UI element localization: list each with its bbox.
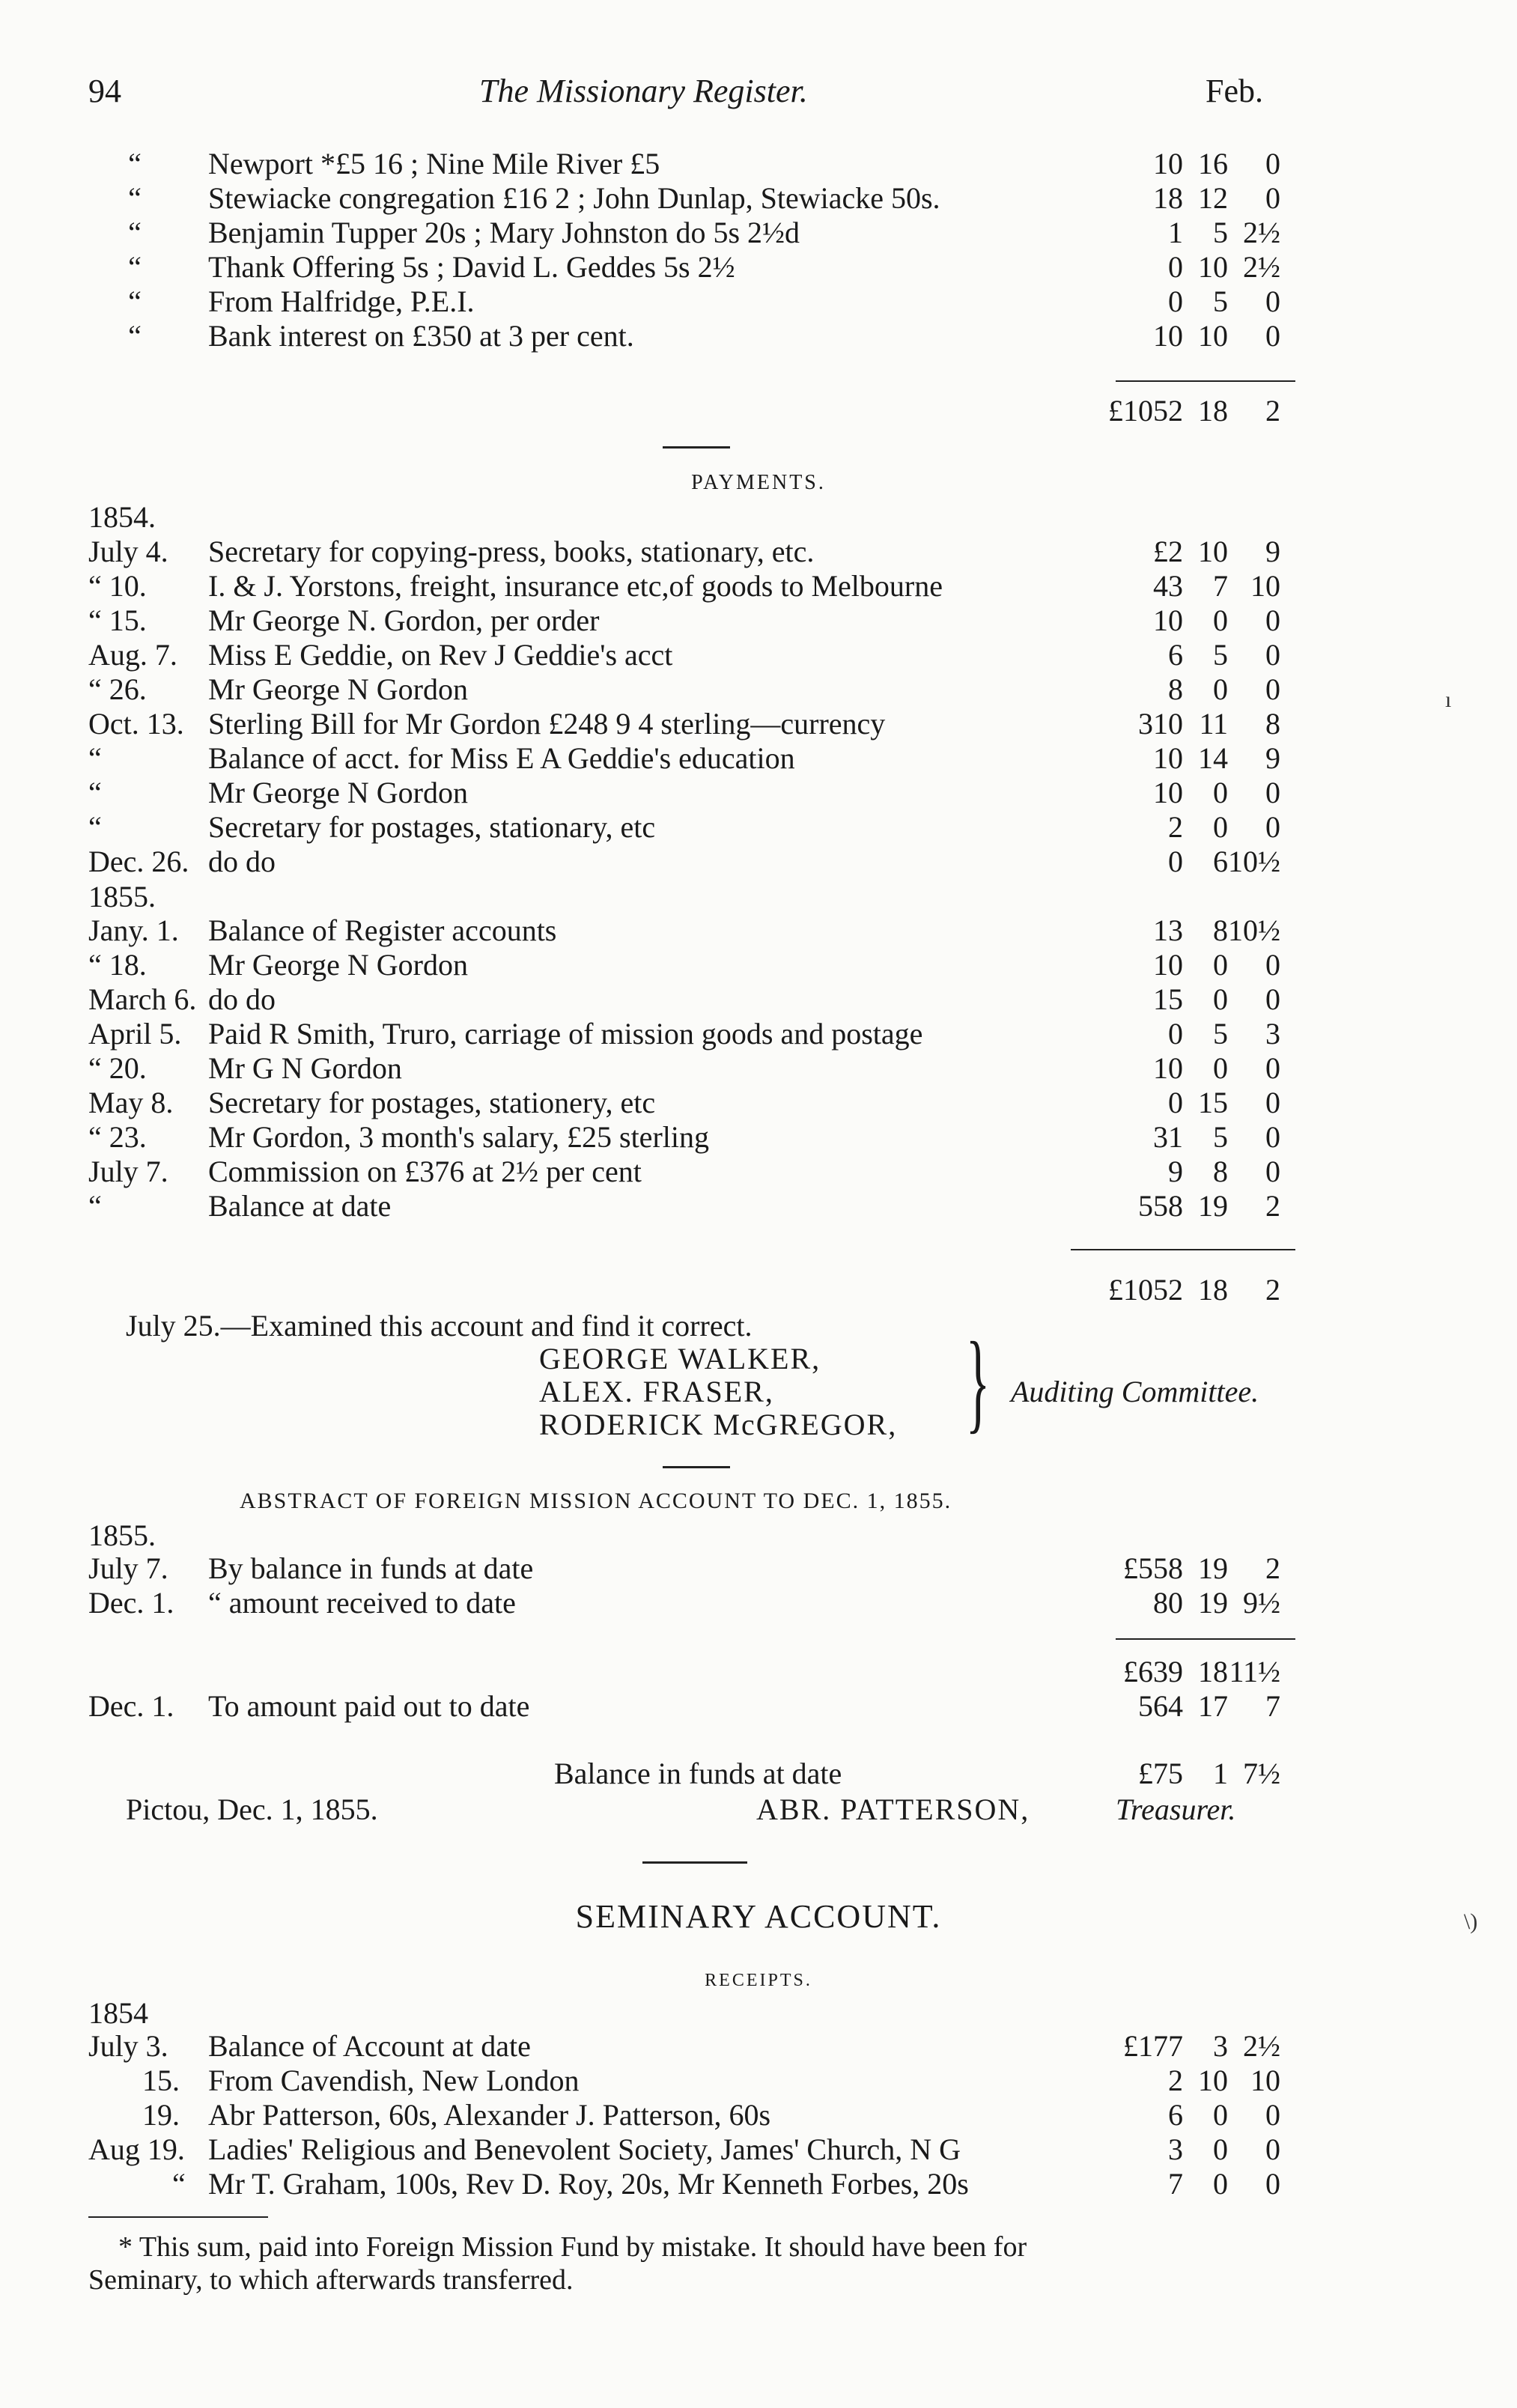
ledger-row xyxy=(0,1051,1517,1086)
amount-shillings: 18 xyxy=(1198,1273,1228,1307)
amount-pounds: £639 xyxy=(1123,1655,1183,1688)
entry-description: Stewiacke congregation £16 2 ; John Dunlap, Stewiacke 50s. xyxy=(208,181,940,215)
total-rule xyxy=(1071,1249,1295,1250)
scan-mark: \) xyxy=(1464,1909,1478,1934)
amount-pence: 0 xyxy=(1265,603,1280,637)
amount-pounds: 10 xyxy=(1153,948,1183,982)
abstract-year: 1855. xyxy=(88,1518,156,1552)
ledger-row xyxy=(0,181,1517,216)
seminary-year: 1854 xyxy=(88,1996,148,2030)
ledger-row xyxy=(0,2098,1517,2132)
amount-pounds: 43 xyxy=(1153,569,1183,603)
ledger-row xyxy=(0,982,1517,1017)
amount-shillings: 8 xyxy=(1213,1155,1228,1188)
entry-description: do do xyxy=(208,982,276,1016)
amount-pounds: £558 xyxy=(1123,1551,1183,1585)
payments-year-1854: 1854. xyxy=(88,500,156,534)
entry-date: July 3. xyxy=(88,2029,168,2063)
entry-description: Bank interest on £350 at 3 per cent. xyxy=(208,319,634,353)
amount-pence: 2½ xyxy=(1243,216,1280,249)
amount-pence: 10½ xyxy=(1228,913,1280,947)
amount-pounds: 13 xyxy=(1153,913,1183,947)
amount-pounds: 3 xyxy=(1168,2132,1183,2166)
entry-date: “ xyxy=(88,741,102,775)
amount-pounds: £75 xyxy=(1138,1757,1183,1790)
amount-pence: 0 xyxy=(1265,1120,1280,1154)
entry-description: Mr T. Graham, 100s, Rev D. Roy, 20s, Mr Kenneth Forbes, 20s xyxy=(208,2167,969,2201)
entry-date: “ 20. xyxy=(88,1051,147,1085)
amount-pounds: 0 xyxy=(1168,845,1183,878)
entry-description: Balance of Account at date xyxy=(208,2029,531,2063)
amount-pence: 0 xyxy=(1265,2132,1280,2166)
entry-description: Paid R Smith, Truro, carriage of mission goods and postage xyxy=(208,1017,923,1051)
amount-pounds: 10 xyxy=(1153,776,1183,809)
ledger-row xyxy=(0,913,1517,948)
amount-pence: 9½ xyxy=(1243,1586,1280,1620)
ledger-row xyxy=(0,741,1517,776)
amount-pence: 0 xyxy=(1265,2098,1280,2132)
amount-pence: 11½ xyxy=(1229,1655,1280,1688)
amount-shillings: 17 xyxy=(1198,1689,1228,1723)
amount-pounds: 10 xyxy=(1153,1051,1183,1085)
amount-pence: 0 xyxy=(1265,1086,1280,1119)
entry-description: Mr G N Gordon xyxy=(208,1051,402,1085)
amount-pence: 0 xyxy=(1265,948,1280,982)
entry-description: Secretary for postages, stationery, etc xyxy=(208,1086,656,1119)
amount-pounds: £2 xyxy=(1153,535,1183,568)
ditto-mark: “ xyxy=(128,216,142,249)
amount-pounds: £177 xyxy=(1123,2029,1183,2063)
entry-date: “ xyxy=(88,776,102,809)
auditor-brace: } xyxy=(965,1319,991,1444)
ditto-mark: “ xyxy=(128,250,142,284)
amount-shillings: 7 xyxy=(1213,569,1228,603)
amount-pounds: 2 xyxy=(1168,2064,1183,2097)
amount-pence: 0 xyxy=(1265,982,1280,1016)
footnote-rule xyxy=(88,2216,268,2218)
total-rule xyxy=(1116,380,1295,382)
auditing-committee-label: Auditing Committee. xyxy=(1011,1375,1259,1408)
amount-pence: 0 xyxy=(1265,1051,1280,1085)
balance-label: Balance in funds at date xyxy=(554,1757,842,1790)
amount-shillings: 19 xyxy=(1198,1586,1228,1620)
ledger-row xyxy=(0,2132,1517,2167)
ledger-row xyxy=(0,1120,1517,1155)
amount-pence: 0 xyxy=(1265,319,1280,353)
entry-description: Mr Gordon, 3 month's salary, £25 sterling xyxy=(208,1120,709,1154)
amount-shillings: 5 xyxy=(1213,1017,1228,1051)
amount-shillings: 10 xyxy=(1198,319,1228,353)
amount-shillings: 0 xyxy=(1213,2098,1228,2132)
amount-pence: 10 xyxy=(1250,569,1280,603)
amount-shillings: 16 xyxy=(1198,147,1228,180)
amount-shillings: 3 xyxy=(1213,2029,1228,2063)
treasurer-title: Treasurer. xyxy=(1116,1793,1236,1826)
amount-pounds: 80 xyxy=(1153,1586,1183,1620)
ledger-row xyxy=(0,1551,1517,1586)
amount-shillings: 14 xyxy=(1198,741,1228,775)
amount-shillings: 8 xyxy=(1213,913,1228,947)
entry-description: Thank Offering 5s ; David L. Geddes 5s 2½ xyxy=(208,250,735,284)
entry-description: Newport *£5 16 ; Nine Mile River £5 xyxy=(208,147,660,180)
entry-description: From Cavendish, New London xyxy=(208,2064,580,2097)
ledger-row xyxy=(0,147,1517,181)
amount-pence: 2½ xyxy=(1243,2029,1280,2063)
entry-date: April 5. xyxy=(88,1017,182,1051)
ledger-row xyxy=(0,776,1517,810)
ledger-row xyxy=(0,1189,1517,1223)
amount-shillings: 0 xyxy=(1213,776,1228,809)
amount-shillings: 15 xyxy=(1198,1086,1228,1119)
running-month: Feb. xyxy=(1206,73,1263,109)
entry-date: Aug 19. xyxy=(88,2132,185,2166)
ledger-row xyxy=(0,672,1517,707)
entry-description: Miss E Geddie, on Rev J Geddie's acct xyxy=(208,638,673,672)
payments-total-row xyxy=(0,1273,1517,1307)
entry-date: “ xyxy=(172,2167,186,2201)
amount-pounds: 558 xyxy=(1138,1189,1183,1223)
ledger-row xyxy=(0,319,1517,353)
abstract-subtotal-row xyxy=(0,1655,1517,1689)
amount-shillings: 5 xyxy=(1213,285,1228,318)
entry-date: May 8. xyxy=(88,1086,174,1119)
amount-shillings: 10 xyxy=(1198,250,1228,284)
running-title: The Missionary Register. xyxy=(479,73,808,109)
entry-date: Dec. 1. xyxy=(88,1689,174,1723)
amount-pence: 8 xyxy=(1265,707,1280,741)
entry-description: Secretary for postages, stationary, etc xyxy=(208,810,656,844)
amount-pounds: 10 xyxy=(1153,603,1183,637)
entry-date: July 7. xyxy=(88,1155,168,1188)
entry-date: 15. xyxy=(142,2064,180,2097)
section-divider xyxy=(663,1466,730,1468)
amount-pounds: £1052 xyxy=(1108,1273,1183,1307)
amount-shillings: 18 xyxy=(1198,1655,1228,1688)
amount-shillings: 5 xyxy=(1213,1120,1228,1154)
entry-description: From Halfridge, P.E.I. xyxy=(208,285,475,318)
entry-date: Jany. 1. xyxy=(88,913,179,947)
entry-date: March 6. xyxy=(88,982,197,1016)
ledger-row xyxy=(0,2064,1517,2098)
amount-shillings: 10 xyxy=(1198,2064,1228,2097)
amount-pounds: 0 xyxy=(1168,1086,1183,1119)
seminary-subheading: RECEIPTS. xyxy=(705,1971,812,1990)
amount-shillings: 0 xyxy=(1213,982,1228,1016)
ledger-row xyxy=(0,569,1517,603)
entry-description: Mr George N Gordon xyxy=(208,948,468,982)
page-number: 94 xyxy=(88,73,121,109)
amount-pence: 0 xyxy=(1265,285,1280,318)
ledger-row xyxy=(0,707,1517,741)
amount-pounds: 15 xyxy=(1153,982,1183,1016)
amount-pence: 0 xyxy=(1265,810,1280,844)
amount-pence: 0 xyxy=(1265,776,1280,809)
entry-description: Balance of Register accounts xyxy=(208,913,557,947)
place-date: Pictou, Dec. 1, 1855. xyxy=(126,1793,378,1826)
amount-pence: 2 xyxy=(1265,1551,1280,1585)
audit-statement: July 25.—Examined this account and find it correct. xyxy=(126,1309,753,1343)
amount-pence: 2 xyxy=(1265,1189,1280,1223)
entry-date: July 7. xyxy=(88,1551,168,1585)
ditto-mark: “ xyxy=(128,319,142,353)
seminary-heading: SEMINARY ACCOUNT. xyxy=(575,1898,942,1935)
amount-shillings: 12 xyxy=(1198,181,1228,215)
entry-description: Benjamin Tupper 20s ; Mary Johnston do 5s 2½d xyxy=(208,216,800,249)
entry-date: “ 26. xyxy=(88,672,147,706)
auditor-name: GEORGE WALKER, xyxy=(539,1342,821,1375)
ledger-row xyxy=(0,535,1517,569)
amount-shillings: 0 xyxy=(1213,2132,1228,2166)
ledger-row xyxy=(0,948,1517,982)
auditor-name: ALEX. FRASER, xyxy=(539,1375,774,1408)
entry-date: July 4. xyxy=(88,535,168,568)
ledger-row xyxy=(0,216,1517,250)
entry-date: “ xyxy=(88,810,102,844)
amount-pence: 2½ xyxy=(1243,250,1280,284)
amount-shillings: 10 xyxy=(1198,535,1228,568)
ledger-row xyxy=(0,1017,1517,1051)
footnote-line: * This sum, paid into Foreign Mission Fund by mistake. It should have been for xyxy=(118,2231,1027,2263)
amount-shillings: 0 xyxy=(1213,948,1228,982)
entry-description: To amount paid out to date xyxy=(208,1689,530,1723)
amount-pence: 0 xyxy=(1265,147,1280,180)
amount-pounds: 564 xyxy=(1138,1689,1183,1723)
entry-date: “ 15. xyxy=(88,603,147,637)
ditto-mark: “ xyxy=(128,181,142,215)
amount-pence: 9 xyxy=(1265,741,1280,775)
amount-shillings: 1 xyxy=(1213,1757,1228,1790)
section-divider xyxy=(642,1861,747,1864)
entry-description: Abr Patterson, 60s, Alexander J. Patterson, 60s xyxy=(208,2098,771,2132)
entry-description: Balance at date xyxy=(208,1189,392,1223)
auditor-name: RODERICK McGREGOR, xyxy=(539,1408,898,1441)
entry-description: Secretary for copying-press, books, stationary, etc. xyxy=(208,535,815,568)
receipts-total-row xyxy=(0,394,1517,428)
payments-year-1855: 1855. xyxy=(88,880,156,913)
entry-date: Oct. 13. xyxy=(88,707,184,741)
amount-pounds: 6 xyxy=(1168,2098,1183,2132)
amount-pence: 10 xyxy=(1250,2064,1280,2097)
entry-description: Mr George N Gordon xyxy=(208,672,468,706)
ledger-row xyxy=(0,2029,1517,2064)
treasurer-name: ABR. PATTERSON, xyxy=(756,1793,1030,1826)
amount-pounds: 1 xyxy=(1168,216,1183,249)
scan-mark: ı xyxy=(1445,687,1452,712)
entry-date: Dec. 1. xyxy=(88,1586,174,1620)
abstract-heading: ABSTRACT OF FOREIGN MISSION ACCOUNT TO DEC. 1, 1855. xyxy=(240,1489,952,1513)
ditto-mark: “ xyxy=(128,285,142,318)
amount-pence: 7½ xyxy=(1243,1757,1280,1790)
amount-pence: 2 xyxy=(1265,394,1280,428)
amount-pence: 0 xyxy=(1265,1155,1280,1188)
section-divider xyxy=(663,446,730,449)
amount-shillings: 5 xyxy=(1213,638,1228,672)
amount-pounds: 6 xyxy=(1168,638,1183,672)
entry-date: “ 18. xyxy=(88,948,147,982)
amount-pounds: 7 xyxy=(1168,2167,1183,2201)
entry-description: Sterling Bill for Mr Gordon £248 9 4 sterling—currency xyxy=(208,707,886,741)
amount-pounds: 31 xyxy=(1153,1120,1183,1154)
payments-heading: PAYMENTS. xyxy=(691,471,826,494)
entry-date: “ 23. xyxy=(88,1120,147,1154)
ledger-row xyxy=(0,845,1517,879)
amount-shillings: 0 xyxy=(1213,672,1228,706)
ledger-row xyxy=(0,810,1517,845)
entry-description: Ladies' Religious and Benevolent Society, James' Church, N G xyxy=(208,2132,961,2166)
amount-shillings: 0 xyxy=(1213,603,1228,637)
amount-pounds: 0 xyxy=(1168,285,1183,318)
amount-shillings: 5 xyxy=(1213,216,1228,249)
entry-description: do do xyxy=(208,845,276,878)
footnote-line: Seminary, to which afterwards transferred. xyxy=(88,2264,574,2296)
entry-description: I. & J. Yorstons, freight, insurance etc,of goods to Melbourne xyxy=(208,569,943,603)
amount-pounds: 310 xyxy=(1138,707,1183,741)
ditto-mark: “ xyxy=(128,147,142,180)
amount-pence: 9 xyxy=(1265,535,1280,568)
ledger-row xyxy=(0,638,1517,672)
ledger-row xyxy=(0,1155,1517,1189)
entry-description: Mr George N Gordon xyxy=(208,776,468,809)
amount-pence: 2 xyxy=(1265,1273,1280,1307)
abstract-paid-row xyxy=(0,1689,1517,1724)
entry-date: “ 10. xyxy=(88,569,147,603)
amount-pounds: 10 xyxy=(1153,741,1183,775)
abstract-balance-row xyxy=(0,1757,1517,1791)
amount-pounds: £1052 xyxy=(1108,394,1183,428)
amount-shillings: 18 xyxy=(1198,394,1228,428)
amount-shillings: 11 xyxy=(1199,707,1228,741)
amount-shillings: 6 xyxy=(1213,845,1228,878)
amount-shillings: 19 xyxy=(1198,1189,1228,1223)
entry-description: By balance in funds at date xyxy=(208,1551,534,1585)
total-rule xyxy=(1116,1638,1295,1640)
amount-pounds: 10 xyxy=(1153,147,1183,180)
amount-pounds: 9 xyxy=(1168,1155,1183,1188)
amount-pounds: 2 xyxy=(1168,810,1183,844)
ledger-row xyxy=(0,1586,1517,1620)
ledger-row xyxy=(0,603,1517,638)
ledger-row xyxy=(0,1086,1517,1120)
entry-description: “ amount received to date xyxy=(208,1586,516,1620)
amount-pence: 0 xyxy=(1265,638,1280,672)
entry-date: “ xyxy=(88,1189,102,1223)
entry-date: 19. xyxy=(142,2098,180,2132)
amount-shillings: 0 xyxy=(1213,2167,1228,2201)
amount-pence: 0 xyxy=(1265,181,1280,215)
ledger-row xyxy=(0,285,1517,319)
amount-pence: 3 xyxy=(1265,1017,1280,1051)
amount-shillings: 19 xyxy=(1198,1551,1228,1585)
amount-pence: 7 xyxy=(1265,1689,1280,1723)
amount-pence: 0 xyxy=(1265,2167,1280,2201)
entry-date: Aug. 7. xyxy=(88,638,177,672)
amount-pence: 0 xyxy=(1265,672,1280,706)
entry-description: Balance of acct. for Miss E A Geddie's education xyxy=(208,741,795,775)
ledger-row xyxy=(0,2167,1517,2201)
entry-description: Mr George N. Gordon, per order xyxy=(208,603,600,637)
amount-shillings: 0 xyxy=(1213,1051,1228,1085)
amount-pounds: 18 xyxy=(1153,181,1183,215)
amount-pounds: 0 xyxy=(1168,1017,1183,1051)
entry-date: Dec. 26. xyxy=(88,845,189,878)
amount-pounds: 8 xyxy=(1168,672,1183,706)
amount-pounds: 10 xyxy=(1153,319,1183,353)
amount-pence: 10½ xyxy=(1228,845,1280,878)
amount-pounds: 0 xyxy=(1168,250,1183,284)
ledger-row xyxy=(0,250,1517,285)
amount-shillings: 0 xyxy=(1213,810,1228,844)
entry-description: Commission on £376 at 2½ per cent xyxy=(208,1155,642,1188)
